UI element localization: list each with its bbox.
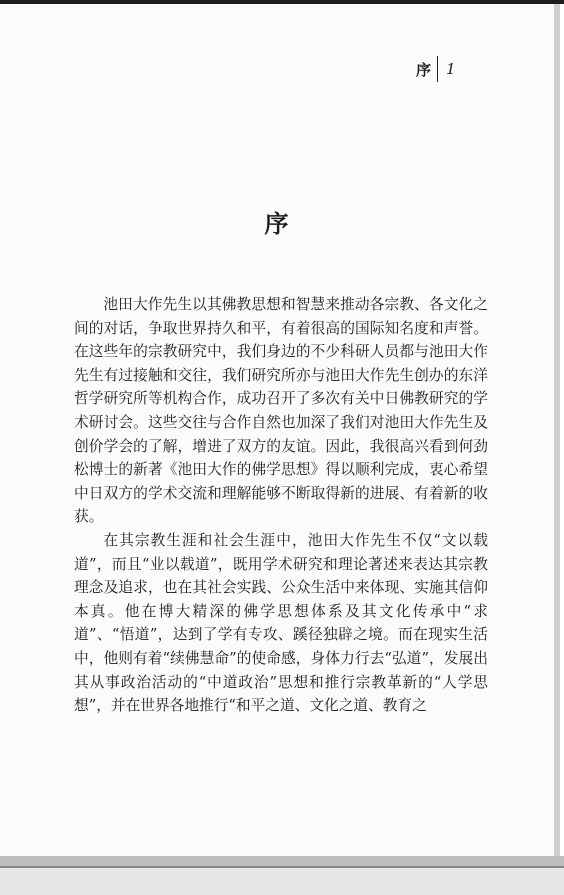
paragraph: 在其宗教生涯和社会生涯中，池田大作先生不仅“文以载道”，而且“业以载道”，既用学术研究和理论著述来表达其宗教理念及追求，也在其社会实践、公众生活中来体现、实施其信仰本真。他在博大精深的佛学思想体系及其文化传承中“求道”、“悟道”，达到了学有专攻、蹊径独辟之境。而在现实生活中，他则有着“续佛慧命”的使命感，身体力行去“弘道”，发展出其从事政治活动的“中道政治”思想和推行宗教革新的“人学思想”，并在世界各地推行“和平之道、文化之道、教育之 (74, 531, 488, 715)
running-head-section: 序 (416, 60, 432, 79)
bottom-page-edge (0, 856, 564, 866)
running-head (416, 56, 456, 82)
scanner-bed (0, 866, 564, 895)
body-text (74, 293, 488, 718)
paragraph: 池田大作先生以其佛教思想和智慧来推动各宗教、各文化之间的对话，争取世界持久和平，有着很高的国际知名度和声誉。在这些年的宗教研究中，我们身边的不少科研人员都与池田大作先生有过接触和交往，我们研究所亦与池田大作先生创办的东洋哲学研究所等机构合作，成功召开了多次有关中日佛教研究的学术研讨会。这些交往与合作自然也加深了我们对池田大作先生及创价学会的了解，增进了双方的友谊。因此，我很高兴看到何劲松博士的新著《池田大作的佛学思想》得以顺利完成，衷心希望中日双方的学术交流和理解能够不断取得新的进展、有着新的收获。 (74, 296, 488, 526)
book-page (0, 4, 560, 856)
chapter-title: 序 (264, 209, 290, 238)
running-head-divider (437, 56, 438, 82)
page-number: 1 (446, 60, 456, 78)
